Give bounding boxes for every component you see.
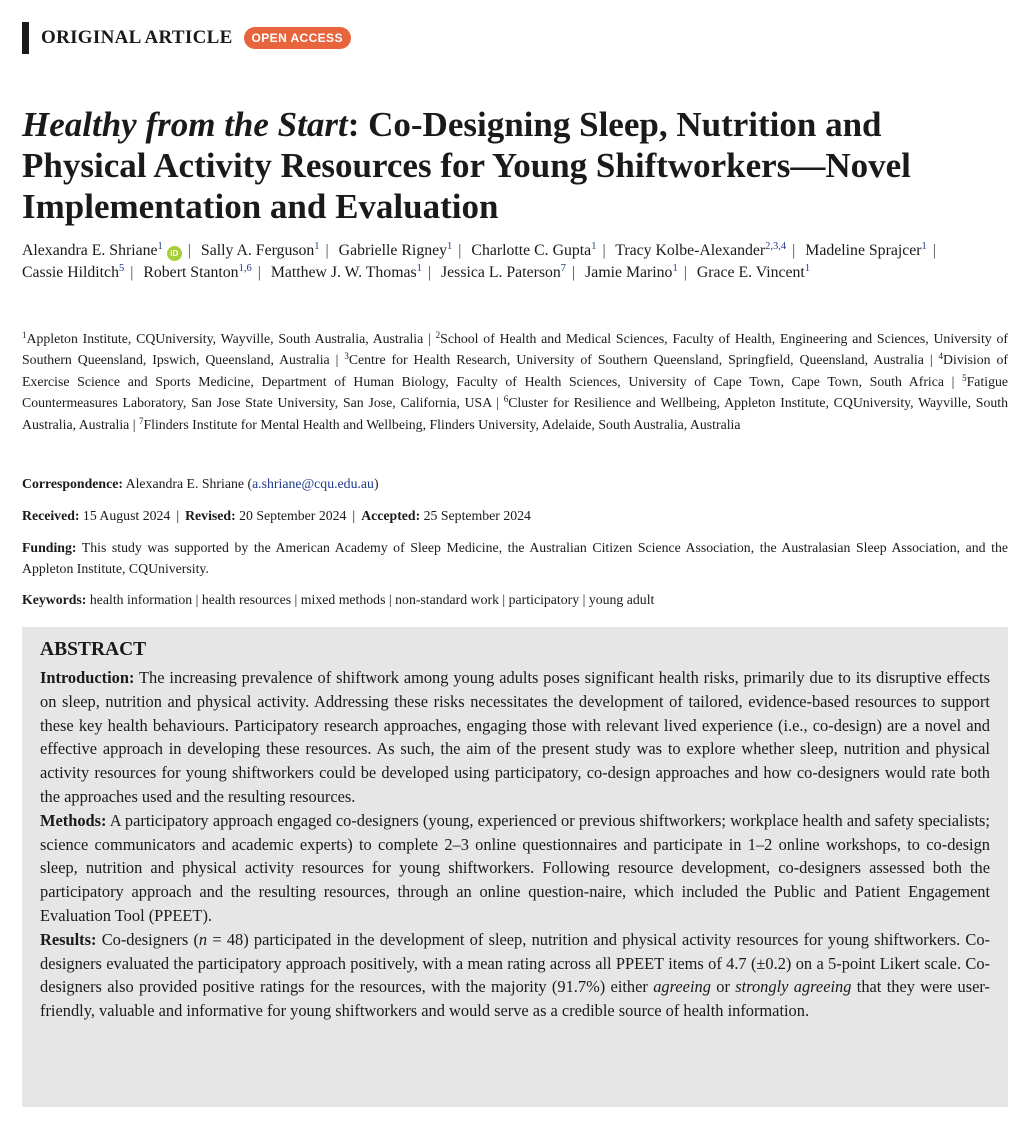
affiliation-separator: | [335,352,339,368]
abstract-methods [40,809,990,928]
methods-label: Methods: [40,810,107,830]
author-name[interactable]: Alexandra E. Shriane$^1$iD [22,242,182,259]
author-affiliation-ref[interactable]: 1 [314,241,320,252]
abstract-heading: ABSTRACT [40,639,147,660]
author-separator: | [130,264,134,281]
affiliation-separator: | [132,416,136,432]
author-separator: | [602,242,606,259]
keywords [22,589,1008,610]
affiliation-item: $^6$Cluster for Resilience and Wellbeing, Appleton Institute, CQUniversity, Wayville, South Australia, Australia [22,394,1008,432]
funding-label: Funding: [22,540,77,555]
results-agreeing: agreeing [653,977,711,997]
title-rest: : Co-Designing Sleep, Nutrition and Physical Activity Resources for Young Shiftworkers—Novel Implementation and Evaluation [22,105,911,226]
funding [22,537,1008,579]
correspondence-email-link[interactable]: a.shriane@cqu.edu.au [252,476,374,491]
affiliation-list [22,328,1008,435]
affiliation-number: 2 [435,330,441,340]
funding-text: This study was supported by the American Academy of Sleep Medicine, the Australian Citizen Science Association, the Australasian Sleep Association, and the Appleton Institute, CQUniversity. [22,540,1008,576]
results-strongly-agreeing: strongly agreeing [735,977,852,997]
author-affiliation-ref[interactable]: 1 [447,241,453,252]
abstract-box [22,627,1008,1107]
author-name[interactable]: Jessica L. Paterson$^7$ [441,263,567,281]
affiliation-item: $^2$School of Health and Medical Sciences, Faculty of Health, Engineering and Sciences, University of Southern Queensland, Ipswich, Queensland, Australia [22,330,1009,368]
affiliation-item: $^1$Appleton Institute, CQUniversity, Wayville, South Australia, Australia [22,330,424,346]
revised-label: Revised: [185,508,236,523]
author-separator: | [257,264,261,281]
affiliation-item: $^7$Flinders Institute for Mental Health and Wellbeing, Flinders University, Adelaide, South Australia, Australia [138,415,741,432]
author-affiliation-ref[interactable]: 1 [672,263,678,274]
author-affiliation-ref[interactable]: 2,3,4 [765,241,787,252]
keyword[interactable]: health resources [201,592,292,607]
keyword-list: health information | health resources | mixed methods | non-standard work | participatory | young adult [89,592,655,607]
author-affiliation-ref[interactable]: 1 [157,241,163,252]
open-access-badge: OPEN ACCESS [244,27,351,49]
affiliation-item: $^3$Centre for Health Research, University of Southern Queensland, Springfield, Queensland, Australia [344,351,924,368]
article-title [22,104,1002,227]
keyword[interactable]: non-standard work [395,592,499,607]
affiliation-number: 3 [344,351,349,362]
author-name[interactable]: Grace E. Vincent$^1$ [696,263,811,281]
author-separator: | [325,242,329,259]
affiliation-separator: | [428,331,431,346]
author-affiliation-ref[interactable]: 5 [118,263,125,274]
author-affiliation-ref[interactable]: 7 [560,263,567,274]
affiliation-number: 7 [138,415,144,426]
keywords-label: Keywords: [22,592,87,607]
affiliation-number: 4 [938,351,944,362]
author-affiliation-ref[interactable]: 1 [416,263,422,274]
author-separator: | [187,242,191,259]
affiliation-number: 5 [962,372,967,383]
results-text-3: or [710,977,736,997]
author-name[interactable]: Cassie Hilditch$^5$ [22,263,125,281]
methods-text: A participatory approach engaged co-designers (young, experienced or previous shiftworkers; workplace health and safety specialists; science communicators and academic experts) to complete 2–3 online questionnaires and participate in 1–2 online workshops, to co-design sleep, nutrition and physical activity resources for young shiftworkers. Following resource development, co-designers assessed both the participatory approach and the resulting resources, through an online question-naire, which included the Public and Patient Engagement Evaluation Tool (PPEET). [40,810,990,925]
abstract-results [40,928,990,1023]
abstract-introduction [40,666,990,809]
author-separator: | [427,264,432,281]
author-affiliation-ref[interactable]: 1,6 [238,263,252,274]
affiliation-separator: | [929,352,933,368]
article-dates: Received: 15 August 2024 | Revised: 20 September 2024 | Accepted: 25 September 2024 [22,508,531,523]
author-separator: | [572,264,576,281]
introduction-text: The increasing prevalence of shiftwork among young adults poses significant health risks, primarily due to its disruptive effects on sleep, nutrition and physical activity. Addressing these risks necessitates the development of tailored, evidence-based resources to support these key health behaviours. Participatory research approaches, engaging those with relevant lived experience (i.e., co-design) are a novel and effective approach in developing these resources. As such, the aim of the present study was to explore whether sleep, nutrition and physical activity resources for young shiftworkers could be developed using participatory, co-design approaches and how co-designers would rate both the approaches used and the resulting resources. [40,668,990,806]
title-italic: Healthy from the Start [22,105,348,144]
author-name[interactable]: Madeline Sprajcer$^1$ [805,241,927,259]
author-name[interactable]: Matthew J. W. Thomas$^1$ [270,263,422,281]
author-affiliation-ref[interactable]: 1 [591,241,597,252]
author-separator: | [458,242,462,259]
results-text-2: = 48) participated in the development of sleep, nutrition and physical activity resources for young shiftworkers. Co-designers evaluated the participatory approach positively, with a mean rating across all PPEET items of 4.7 (±0.2) on a 5-point Likert scale. Co-designers also provided positive ratings for the resources, with the majority (91.7%) either [40,929,990,997]
author-affiliation-ref[interactable]: 1 [804,263,811,274]
accent-bar [22,22,29,54]
received-date: 15 August 2024 [82,508,171,523]
accepted-date: 25 September 2024 [423,508,531,523]
author-separator: | [792,242,796,259]
results-text-4: that they were user-friendly, valuable and informative for young shiftworkers and would serve as a credible source of health information. [40,977,990,1021]
orcid-icon[interactable]: iD [167,246,182,261]
affiliation-number: 6 [503,394,509,405]
accepted-label: Accepted: [361,508,421,523]
correspondence-label: Correspondence: [22,476,123,491]
introduction-label: Introduction: [40,668,135,687]
article-type-header [22,22,351,54]
correspondence: Correspondence: Alexandra E. Shriane (a.shriane@cqu.edu.au) [22,476,379,491]
affiliation-number: 1 [22,330,27,340]
results-label: Results: [40,929,97,949]
author-name[interactable]: Jamie Marino$^1$ [585,263,678,281]
author-name[interactable]: Robert Stanton$^{1,6}$ [143,263,252,281]
affiliation-item: $^5$Fatigue Countermeasures Laboratory, San Jose State University, San Jose, California, USA [22,372,1008,411]
revised-date: 20 September 2024 [239,508,347,523]
author-name[interactable]: Sally A. Ferguson$^1$ [200,241,320,259]
results-n: n [198,929,208,949]
author-name[interactable]: Charlotte C. Gupta$^1$ [471,241,597,259]
received-label: Received: [22,508,80,523]
correspondence-name: Alexandra E. Shriane [125,476,245,491]
author-separator: | [683,264,687,281]
keyword[interactable]: health information [89,592,193,607]
keyword[interactable]: mixed methods [300,592,386,607]
author-name[interactable]: Gabrielle Rigney$^1$ [338,241,453,259]
author-affiliation-ref[interactable]: 1 [921,241,927,252]
results-text-1: Co-designers ( [101,929,199,949]
article-type-label: ORIGINAL ARTICLE [41,27,233,48]
keyword[interactable]: participatory [508,592,580,607]
affiliation-separator: | [496,395,499,411]
affiliation-item: $^4$Division of Exercise Science and Sports Medicine, Department of Human Biology, Faculty of Health Sciences, University of Cape Town, Cape Town, South Africa [22,351,1008,389]
author-name[interactable]: Tracy Kolbe-Alexander$^{2,3,4}$ [615,241,787,259]
author-separator: | [932,242,936,259]
author-list [22,240,1012,284]
affiliation-separator: | [951,373,955,389]
keyword[interactable]: young adult [588,592,655,607]
